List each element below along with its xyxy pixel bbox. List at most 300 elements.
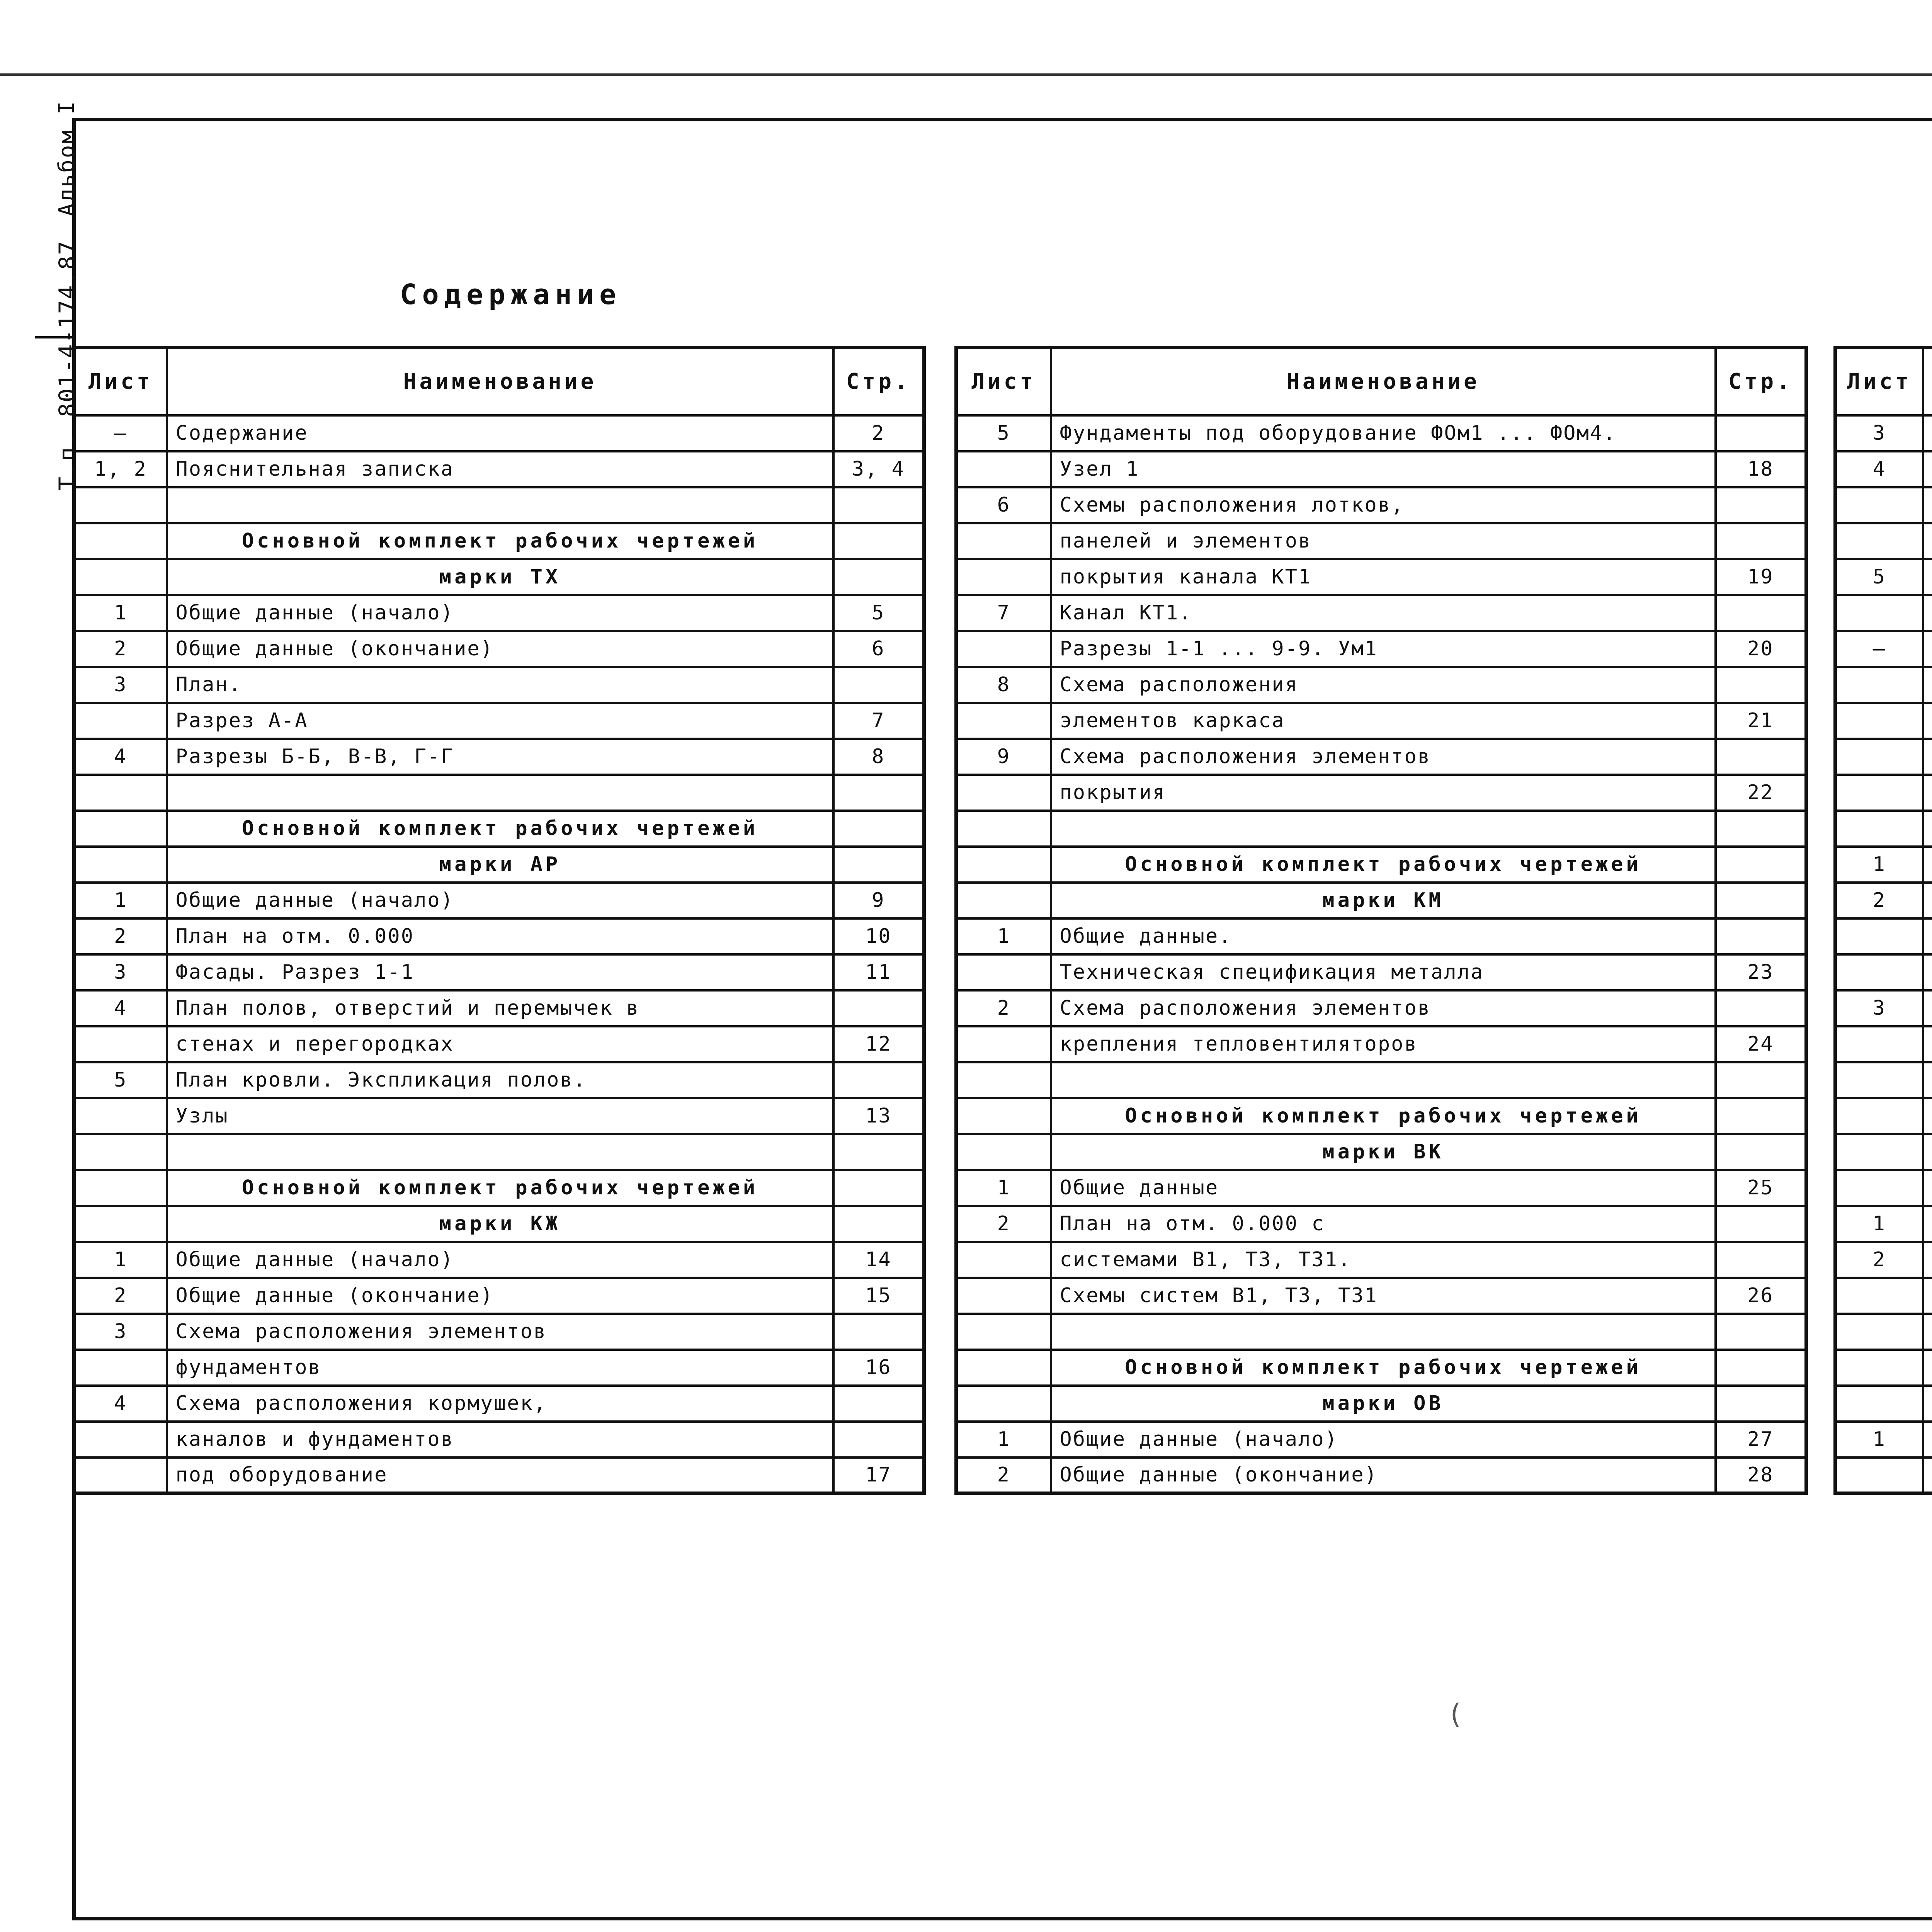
name-cell	[1051, 1314, 1716, 1350]
sheet-cell	[1835, 667, 1923, 703]
section-heading-row	[74, 1206, 924, 1242]
name-cell	[1923, 595, 1932, 631]
page-cell: 27	[1716, 1422, 1806, 1458]
table-row	[1835, 990, 1932, 1026]
name-cell: Основной комплект рабочих чертежей	[167, 811, 833, 847]
pencil-mark: (	[1447, 1698, 1464, 1730]
sheet-cell: 3	[74, 954, 167, 990]
table-row	[74, 1026, 924, 1062]
name-cell	[1923, 1242, 1932, 1278]
name-cell: Схема расположения кормушек,	[167, 1386, 833, 1422]
sheet-cell: 8	[956, 667, 1051, 703]
table-row	[74, 451, 924, 487]
sheet-cell	[1835, 739, 1923, 775]
sheet-cell: 1	[1835, 1206, 1923, 1242]
table-row	[956, 1206, 1806, 1242]
name-cell	[1923, 1098, 1932, 1134]
table-row	[74, 739, 924, 775]
sheet-cell: 4	[1835, 451, 1923, 487]
name-cell: Общие данные (окончание)	[167, 1278, 833, 1314]
table-row	[956, 811, 1806, 847]
sheet-cell	[1835, 523, 1923, 559]
name-cell: Общие данные (начало)	[167, 1242, 833, 1278]
page-cell: 22	[1716, 775, 1806, 811]
sheet-cell	[74, 775, 167, 811]
sheet-cell	[956, 847, 1051, 883]
table-row	[956, 703, 1806, 739]
table-row	[956, 667, 1806, 703]
sheet-cell	[956, 811, 1051, 847]
table-row	[956, 1062, 1806, 1098]
table-row	[74, 918, 924, 954]
sheet-cell	[1835, 1134, 1923, 1170]
name-cell: Общие данные	[1051, 1170, 1716, 1206]
name-cell: крепления тепловентиляторов	[1051, 1026, 1716, 1062]
table-row	[1835, 883, 1932, 918]
page-cell	[1716, 1206, 1806, 1242]
name-cell: марки ВК	[1051, 1134, 1716, 1170]
name-cell	[167, 487, 833, 523]
page-cell: 24	[1716, 1026, 1806, 1062]
sheet-cell	[956, 559, 1051, 595]
section-heading-row	[956, 883, 1806, 918]
name-cell: каналов и фундаментов	[167, 1422, 833, 1458]
sheet-cell: 1	[74, 1242, 167, 1278]
name-cell: марки ОВ	[1051, 1386, 1716, 1422]
table-row	[956, 1314, 1806, 1350]
page-cell	[833, 847, 924, 883]
sheet-cell: 1	[74, 595, 167, 631]
name-cell: Общие данные (начало)	[167, 883, 833, 918]
sheet-cell	[1835, 1350, 1923, 1386]
name-cell: Узел 1	[1051, 451, 1716, 487]
name-cell: Схема расположения элементов	[167, 1314, 833, 1350]
name-cell	[1923, 631, 1932, 667]
page-cell	[1716, 667, 1806, 703]
section-heading-row	[74, 559, 924, 595]
table-row	[1835, 1422, 1932, 1458]
name-cell	[1923, 1206, 1932, 1242]
sheet-cell	[74, 703, 167, 739]
sheet-cell: 2	[1835, 883, 1923, 918]
section-heading-row	[956, 847, 1806, 883]
sheet-cell	[74, 1206, 167, 1242]
sheet-cell: 3	[74, 667, 167, 703]
sheet-cell	[1835, 487, 1923, 523]
sheet-cell	[956, 451, 1051, 487]
sheet-cell: 6	[956, 487, 1051, 523]
name-cell	[1923, 811, 1932, 847]
column-name	[1923, 348, 1932, 415]
name-cell: марки КЖ	[167, 1206, 833, 1242]
name-cell	[1923, 954, 1932, 990]
page-cell	[1716, 1386, 1806, 1422]
page-cell: 23	[1716, 954, 1806, 990]
name-cell	[1923, 847, 1932, 883]
name-cell: марки КМ	[1051, 883, 1716, 918]
name-cell	[1923, 1062, 1932, 1098]
sheet-cell	[74, 523, 167, 559]
page-cell	[1716, 1062, 1806, 1098]
table-row	[74, 954, 924, 990]
name-cell: План на отм. 0.000	[167, 918, 833, 954]
sheet-cell	[956, 1386, 1051, 1422]
page-cell: 28	[1716, 1458, 1806, 1493]
table-row	[74, 1386, 924, 1422]
sheet-cell: —	[74, 415, 167, 451]
sheet-cell: 5	[74, 1062, 167, 1098]
name-cell: Основной комплект рабочих чертежей	[1051, 847, 1716, 883]
sheet-cell	[1835, 1062, 1923, 1098]
sheet-cell	[1835, 703, 1923, 739]
sheet-cell	[1835, 1170, 1923, 1206]
table-row	[956, 523, 1806, 559]
name-cell: Основной комплект рабочих чертежей	[1051, 1098, 1716, 1134]
page-cell: 26	[1716, 1278, 1806, 1314]
table-row	[956, 595, 1806, 631]
page-cell: 10	[833, 918, 924, 954]
column-sheet: Лист	[956, 348, 1051, 415]
page-cell	[1716, 847, 1806, 883]
name-cell: Схема расположения элементов	[1051, 990, 1716, 1026]
table-row	[956, 1458, 1806, 1493]
table-row	[1835, 1206, 1932, 1242]
column-sheet: Лист	[1835, 348, 1923, 415]
name-cell: План кровли. Экспликация полов.	[167, 1062, 833, 1098]
table-row	[1835, 739, 1932, 775]
table-row	[74, 883, 924, 918]
sheet-cell: 2	[74, 1278, 167, 1314]
name-cell: покрытия	[1051, 775, 1716, 811]
section-heading-row	[1835, 775, 1932, 811]
column-name: Наименование	[167, 348, 833, 415]
page-cell	[833, 775, 924, 811]
table-row	[74, 1134, 924, 1170]
table-row	[1835, 1458, 1932, 1493]
page-cell	[1716, 883, 1806, 918]
sheet-cell	[74, 559, 167, 595]
name-cell	[167, 1134, 833, 1170]
sheet-cell: 3	[74, 1314, 167, 1350]
table-row	[74, 1314, 924, 1350]
page-cell	[833, 990, 924, 1026]
name-cell: Общие данные (начало)	[167, 595, 833, 631]
table-row	[956, 918, 1806, 954]
table-row	[1835, 1314, 1932, 1350]
sheet-top-edge	[0, 73, 1932, 76]
name-cell: Основной комплект рабочих чертежей	[167, 1170, 833, 1206]
page-cell	[1716, 739, 1806, 775]
sheet-cell	[74, 487, 167, 523]
section-heading-row	[1835, 811, 1932, 847]
table-row	[1835, 487, 1932, 523]
name-cell	[1923, 1458, 1932, 1493]
sheet-cell: 2	[1835, 1242, 1923, 1278]
sheet-cell: 4	[74, 739, 167, 775]
sheet-cell	[956, 954, 1051, 990]
page-cell: 12	[833, 1026, 924, 1062]
sheet-cell	[74, 1350, 167, 1386]
sheet-cell	[956, 775, 1051, 811]
sheet-cell	[956, 1314, 1051, 1350]
table-row	[956, 1422, 1806, 1458]
table-row	[1835, 559, 1932, 595]
page-cell: 18	[1716, 451, 1806, 487]
sheet-cell	[74, 1422, 167, 1458]
sheet-cell	[74, 811, 167, 847]
sheet-cell: 2	[74, 631, 167, 667]
name-cell	[1923, 1422, 1932, 1458]
name-cell: Содержание	[167, 415, 833, 451]
page-cell: 11	[833, 954, 924, 990]
table-row	[74, 631, 924, 667]
page-cell	[833, 1422, 924, 1458]
name-cell: Схема расположения	[1051, 667, 1716, 703]
page-cell: 7	[833, 703, 924, 739]
name-cell: Схемы систем В1, Т3, Т31	[1051, 1278, 1716, 1314]
table-row	[956, 1026, 1806, 1062]
table-row	[1835, 703, 1932, 739]
section-heading-row	[956, 1350, 1806, 1386]
sheet-cell: 2	[956, 990, 1051, 1026]
column-name: Наименование	[1051, 348, 1716, 415]
name-cell	[1923, 1170, 1932, 1206]
sheet-cell: 1	[956, 918, 1051, 954]
name-cell	[1923, 415, 1932, 451]
sheet-cell	[1835, 1098, 1923, 1134]
sheet-cell: 1	[1835, 1422, 1923, 1458]
album-label: Альбом I	[54, 100, 79, 216]
table-row	[956, 451, 1806, 487]
name-cell: покрытия канала КТ1	[1051, 559, 1716, 595]
column-page: Стр.	[833, 348, 924, 415]
sheet-cell: 3	[1835, 990, 1923, 1026]
sheet-cell	[956, 523, 1051, 559]
name-cell: План на отм. 0.000 с	[1051, 1206, 1716, 1242]
name-cell	[1923, 1026, 1932, 1062]
page-cell: 9	[833, 883, 924, 918]
name-cell	[1923, 451, 1932, 487]
sheet-cell	[1835, 811, 1923, 847]
name-cell	[1923, 883, 1932, 918]
name-cell: системами В1, Т3, Т31.	[1051, 1242, 1716, 1278]
table-row	[1835, 595, 1932, 631]
name-cell	[1923, 1278, 1932, 1314]
table-row	[956, 1170, 1806, 1206]
table-row	[956, 1242, 1806, 1278]
name-cell	[1051, 1062, 1716, 1098]
section-heading-row	[1835, 1350, 1932, 1386]
table-row	[74, 415, 924, 451]
sheet-cell: 1	[74, 883, 167, 918]
page-cell	[833, 667, 924, 703]
page-cell	[833, 1206, 924, 1242]
page-cell: 2	[833, 415, 924, 451]
page-cell	[1716, 811, 1806, 847]
page-cell	[833, 1170, 924, 1206]
name-cell	[1923, 523, 1932, 559]
sheet-cell: 1, 2	[74, 451, 167, 487]
sheet-cell	[956, 1278, 1051, 1314]
sheet-cell	[956, 1026, 1051, 1062]
sheet-cell	[1835, 1026, 1923, 1062]
table-row	[1835, 1098, 1932, 1134]
name-cell: под оборудование	[167, 1458, 833, 1493]
sheet-cell	[956, 1350, 1051, 1386]
sheet-cell	[1835, 954, 1923, 990]
table-row	[956, 775, 1806, 811]
section-heading-row	[74, 1170, 924, 1206]
contents-table-2	[954, 346, 1808, 1495]
sheet-cell: 5	[956, 415, 1051, 451]
table-row	[1835, 415, 1932, 451]
page-cell	[833, 1386, 924, 1422]
page-cell: 25	[1716, 1170, 1806, 1206]
section-heading-row	[1835, 1134, 1932, 1170]
sheet-cell	[1835, 918, 1923, 954]
name-cell	[1923, 1386, 1932, 1422]
contents-table-3	[1833, 346, 1932, 1495]
name-cell: фундаментов	[167, 1350, 833, 1386]
page-cell	[1716, 1098, 1806, 1134]
page-cell	[1716, 1134, 1806, 1170]
name-cell: стенах и перегородках	[167, 1026, 833, 1062]
name-cell	[1923, 703, 1932, 739]
sheet-cell	[956, 631, 1051, 667]
name-cell: марки ТХ	[167, 559, 833, 595]
table-row	[74, 487, 924, 523]
table-row	[956, 1278, 1806, 1314]
table-row	[956, 415, 1806, 451]
table-row	[1835, 954, 1932, 990]
sheet-cell	[74, 1134, 167, 1170]
name-cell	[1051, 811, 1716, 847]
name-cell: Разрезы 1-1 ... 9-9. Ум1	[1051, 631, 1716, 667]
page-cell: 19	[1716, 559, 1806, 595]
page-cell: 16	[833, 1350, 924, 1386]
name-cell	[1923, 775, 1932, 811]
section-heading-row	[74, 847, 924, 883]
page-cell: 14	[833, 1242, 924, 1278]
table-row	[956, 631, 1806, 667]
table-row	[74, 1458, 924, 1493]
table-row	[1835, 847, 1932, 883]
sheet-cell: 1	[956, 1422, 1051, 1458]
sheet-cell	[1835, 595, 1923, 631]
sheet-cell: 4	[74, 990, 167, 1026]
table-row	[956, 559, 1806, 595]
sheet-cell	[74, 1098, 167, 1134]
section-heading-row	[74, 811, 924, 847]
page-cell	[1716, 1314, 1806, 1350]
section-heading-row	[956, 1098, 1806, 1134]
name-cell	[1923, 918, 1932, 954]
page-cell	[833, 811, 924, 847]
page-cell: 17	[833, 1458, 924, 1493]
page-cell: 20	[1716, 631, 1806, 667]
table-row	[74, 595, 924, 631]
table-row	[74, 1350, 924, 1386]
sheet-cell	[956, 883, 1051, 918]
name-cell	[1923, 1350, 1932, 1386]
name-cell	[1923, 1134, 1932, 1170]
name-cell: элементов каркаса	[1051, 703, 1716, 739]
contents-table-1	[72, 346, 926, 1495]
page-cell: 21	[1716, 703, 1806, 739]
page-cell	[1716, 595, 1806, 631]
table-row	[74, 990, 924, 1026]
project-code: Т.п. 801-4-174.87	[54, 240, 81, 491]
sheet-cell	[956, 1098, 1051, 1134]
name-cell: Фасады. Разрез 1-1	[167, 954, 833, 990]
sheet-cell	[74, 847, 167, 883]
table-row	[1835, 631, 1932, 667]
table-row	[74, 1062, 924, 1098]
name-cell: панелей и элементов	[1051, 523, 1716, 559]
page-cell: 3, 4	[833, 451, 924, 487]
page-cell	[1716, 990, 1806, 1026]
sheet-cell	[1835, 775, 1923, 811]
name-cell	[1923, 739, 1932, 775]
table-row	[74, 667, 924, 703]
name-cell: Основной комплект рабочих чертежей	[1051, 1350, 1716, 1386]
name-cell: марки АР	[167, 847, 833, 883]
page-cell: 13	[833, 1098, 924, 1134]
page-cell: 5	[833, 595, 924, 631]
name-cell: Техническая спецификация металла	[1051, 954, 1716, 990]
page-cell	[1716, 1350, 1806, 1386]
sheet-cell	[1835, 1314, 1923, 1350]
page-cell: 15	[833, 1278, 924, 1314]
page-cell	[1716, 1242, 1806, 1278]
sheet-cell	[74, 1170, 167, 1206]
sheet-cell: 2	[956, 1206, 1051, 1242]
table-row	[956, 739, 1806, 775]
table-row	[74, 703, 924, 739]
section-heading-row	[956, 1386, 1806, 1422]
sheet-cell: 9	[956, 739, 1051, 775]
section-heading-row	[1835, 1386, 1932, 1422]
table-row	[1835, 918, 1932, 954]
table-row	[1835, 667, 1932, 703]
name-cell: Общие данные (окончание)	[1051, 1458, 1716, 1493]
name-cell: Общие данные.	[1051, 918, 1716, 954]
section-heading-row	[74, 523, 924, 559]
name-cell	[1923, 487, 1932, 523]
table-row	[956, 954, 1806, 990]
sheet-cell	[1835, 1386, 1923, 1422]
name-cell: Схема расположения элементов	[1051, 739, 1716, 775]
sheet-cell	[1835, 1458, 1923, 1493]
name-cell	[1923, 990, 1932, 1026]
sheet-cell: 7	[956, 595, 1051, 631]
page-cell	[833, 523, 924, 559]
name-cell	[1923, 559, 1932, 595]
table-row	[1835, 1278, 1932, 1314]
table-row	[1835, 1242, 1932, 1278]
name-cell: Общие данные (окончание)	[167, 631, 833, 667]
sheet-cell	[1835, 1278, 1923, 1314]
sheet-cell: —	[1835, 631, 1923, 667]
column-page: Стр.	[1716, 348, 1806, 415]
table-row	[74, 1098, 924, 1134]
name-cell: План полов, отверстий и перемычек в	[167, 990, 833, 1026]
section-heading-row	[956, 1134, 1806, 1170]
name-cell: Пояснительная записка	[167, 451, 833, 487]
name-cell	[167, 775, 833, 811]
table-row	[74, 1422, 924, 1458]
sheet-cell	[74, 1458, 167, 1493]
